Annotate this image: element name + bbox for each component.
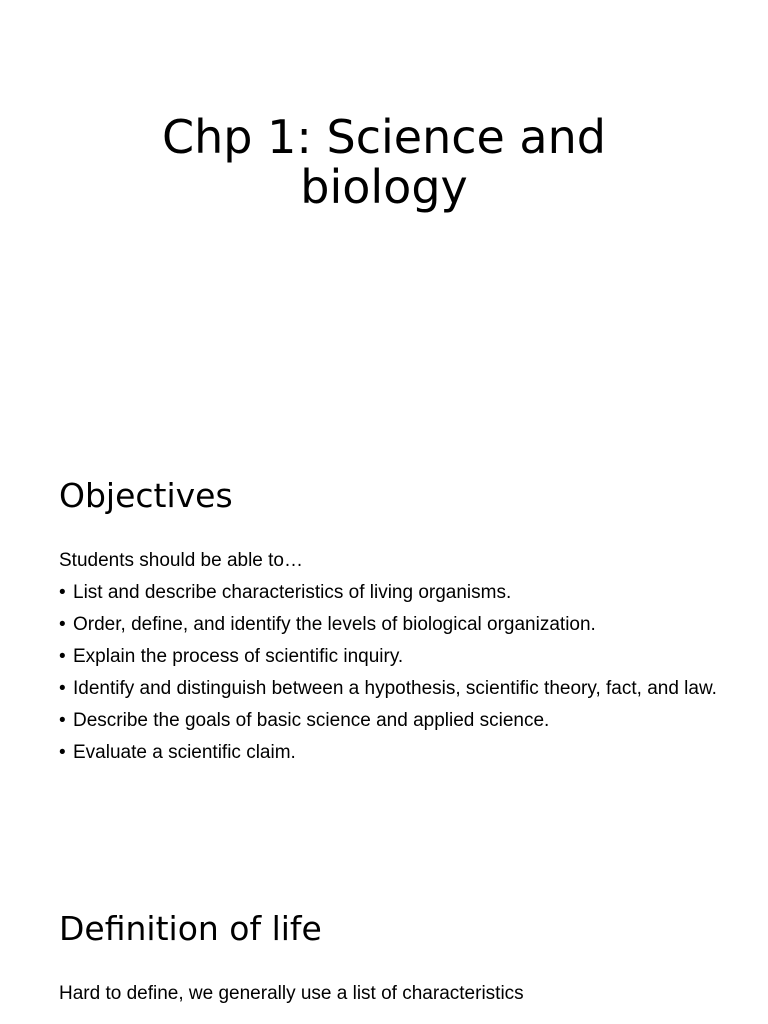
- list-item: [59, 709, 719, 733]
- list-item: [59, 613, 719, 637]
- list-item: [59, 741, 719, 765]
- list-item-text: Evaluate a scientific claim.: [73, 742, 296, 763]
- objectives-intro: Students should be able to…: [59, 550, 304, 571]
- slide-title-line-1: Chp 1: Science and: [162, 110, 606, 164]
- bullet-icon: •: [59, 678, 66, 699]
- slide-title-line-2: biology: [300, 160, 468, 214]
- list-item-text: Describe the goals of basic science and applied science.: [73, 710, 550, 731]
- list-item-text: Identify and distinguish between a hypothesis, scientific theory, fact, and law.: [73, 678, 717, 699]
- slide-title: [60, 112, 708, 212]
- bullet-icon: •: [59, 614, 66, 635]
- list-item: [59, 677, 719, 701]
- definition-text: Hard to define, we generally use a list of characteristics: [59, 983, 524, 1004]
- bullet-icon: •: [59, 646, 66, 667]
- objectives-heading: Objectives: [59, 476, 233, 515]
- list-item-text: Order, define, and identify the levels of biological organization.: [73, 614, 596, 635]
- list-item-text: Explain the process of scientific inquiry.: [73, 646, 404, 667]
- bullet-icon: •: [59, 582, 66, 603]
- bullet-icon: •: [59, 742, 66, 763]
- list-item-text: List and describe characteristics of living organisms.: [73, 582, 512, 603]
- list-item: [59, 645, 719, 669]
- list-item: [59, 581, 719, 605]
- objectives-list: [59, 581, 719, 773]
- definition-heading: Definition of life: [59, 909, 322, 948]
- bullet-icon: •: [59, 710, 66, 731]
